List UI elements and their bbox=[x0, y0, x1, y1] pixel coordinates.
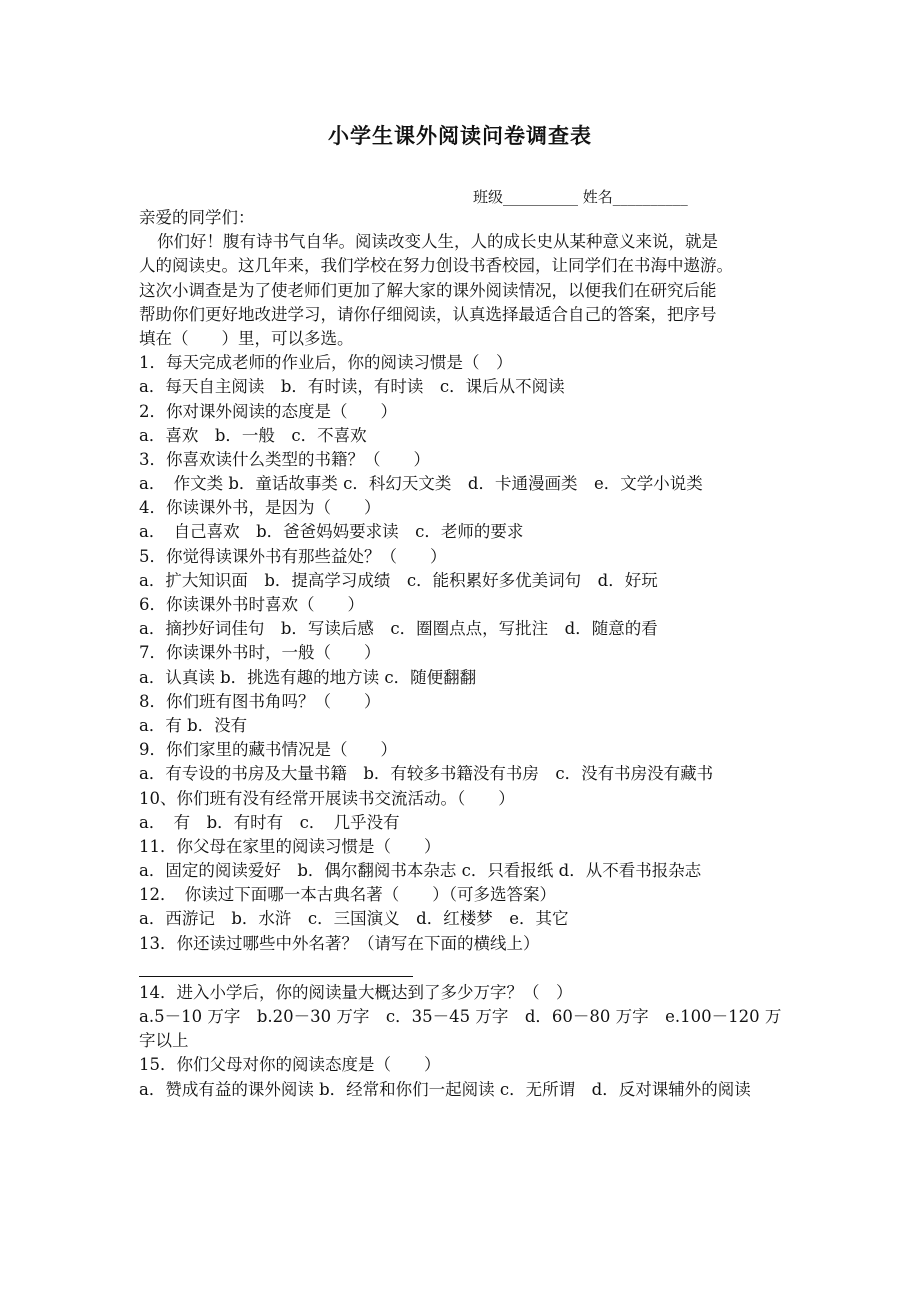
question-1: 1．每天完成老师的作业后，你的阅读习惯是（ ） bbox=[139, 353, 513, 373]
question-6: 6．你读课外书时喜欢（ ） bbox=[139, 595, 364, 614]
question-14: 14．进入小学后，你的阅读量大概达到了多少万字？（ ） bbox=[139, 982, 573, 1002]
question-3: 3．你喜欢读什么类型的书籍？（ ） bbox=[139, 449, 430, 469]
options-5: a．扩大知识面 b．提高学习成绩 c．能积累好多优美词句 d．好玩 bbox=[139, 570, 658, 590]
options-9: a．有专设的书房及大量书籍 b．有较多书籍没有书房 c．没有书房没有藏书 bbox=[139, 764, 714, 784]
options-6: a．摘抄好词佳句 b．写读后感 c．圈圈点点，写批注 d．随意的看 bbox=[139, 619, 658, 639]
question-15: 15．你们父母对你的阅读态度是（ ） bbox=[139, 1055, 441, 1075]
question-5: 5．你觉得读课外书有那些益处？（ ） bbox=[139, 546, 447, 566]
options-7: a．认真读 b．挑选有趣的地方读 c．随便翻翻 bbox=[139, 667, 477, 687]
options-10: a． 有 b．有时有 c． 几乎没有 bbox=[139, 812, 400, 832]
question-7: 7．你读课外书时，一般（ ） bbox=[139, 643, 381, 663]
options-4: a． 自己喜欢 b．爸爸妈妈要求读 c．老师的要求 bbox=[139, 522, 524, 542]
question-12: 12． 你读过下面哪一本古典名著（ ）（可多选答案） bbox=[139, 885, 556, 905]
question-8: 8．你们班有图书角吗？（ ） bbox=[139, 691, 381, 711]
page-title: 小学生课外阅读问卷调查表 bbox=[328, 123, 592, 148]
options-3: a． 作文类 b．童话故事类 c．科幻天文类 d．卡通漫画类 e．文学小说类 bbox=[139, 474, 703, 494]
answer-blank-line[interactable] bbox=[139, 956, 413, 977]
options-2: a．喜欢 b．一般 c．不喜欢 bbox=[139, 425, 367, 445]
intro-line: 你们好！腹有诗书气自华。阅读改变人生，人的成长史从某种意义来说，就是 bbox=[157, 232, 718, 252]
question-10: 10、你们班有没有经常开展读书交流活动。（ ） bbox=[139, 788, 515, 808]
options-11: a．固定的阅读爱好 b．偶尔翻阅书本杂志 c．只看报纸 d．从不看书报杂志 bbox=[139, 861, 702, 881]
question-4: 4．你读课外书，是因为（ ） bbox=[139, 498, 381, 518]
greeting: 亲爱的同学们： bbox=[139, 208, 255, 227]
question-9: 9．你们家里的藏书情况是（ ） bbox=[139, 740, 397, 760]
options-12: a．西游记 b．水浒 c．三国演义 d．红楼梦 e．其它 bbox=[139, 909, 569, 929]
question-2: 2．你对课外阅读的态度是（ ） bbox=[139, 401, 397, 421]
class-name-fields: 班级__________ 姓名__________ bbox=[473, 188, 688, 206]
options-14: a.5－10 万字 b.20－30 万字 c．35－45 万字 d．60－80 万字 e.100－120 万字以上 bbox=[139, 1007, 782, 1051]
question-11: 11．你父母在家里的阅读习惯是（ ） bbox=[139, 836, 441, 856]
intro-line: 人的阅读史。这几年来，我们学校在努力创设书香校园，让同学们在书海中遨游。 bbox=[139, 256, 733, 276]
intro-line: 这次小调查是为了使老师们更加了解大家的课外阅读情况，以便我们在研究后能 bbox=[139, 280, 717, 300]
options-1: a．每天自主阅读 b．有时读，有时读 c．课后从不阅读 bbox=[139, 377, 565, 397]
question-13: 13．你还读过哪些中外名著？（请写在下面的横线上） bbox=[139, 933, 540, 953]
questionnaire-body bbox=[139, 206, 785, 1102]
intro-line: 填在（ ）里，可以多选。 bbox=[139, 328, 354, 348]
options-8: a．有 b．没有 bbox=[139, 715, 248, 735]
intro-line: 帮助你们更好地改进学习，请你仔细阅读，认真选择最适合自己的答案，把序号 bbox=[139, 304, 717, 324]
options-15: a．赞成有益的课外阅读 b．经常和你们一起阅读 c．无所谓 d．反对课辅外的阅读 bbox=[139, 1079, 751, 1099]
